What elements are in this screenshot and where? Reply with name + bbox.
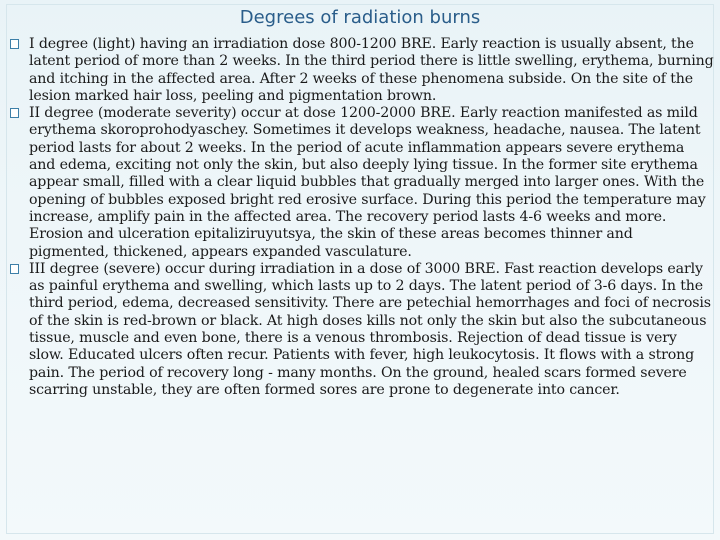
square-bullet-icon (10, 264, 19, 274)
bullet-list (6, 36, 714, 399)
square-bullet-icon (10, 39, 19, 49)
bullet-text: II degree (moderate severity) occur at dose 1200-2000 BRE. Early reaction manifested as mild erythema skoroprohodyaschey. Sometimes it develops weakness, headache, nausea. The latent period lasts for about 2 weeks. In the period of acute inflammation appears severe erythema and edema, exciting not only the skin, but also deeply lying tissue. In the former site erythema appear small, filled with a clear liquid bubbles that gradually merged into larger ones. With the opening of bubbles exposed bright red erosive surface. During this period the temperature may increase, amplify pain in the affected area. The recovery period lasts 4-6 weeks and more. Erosion and ulceration epitaliziruyutsya, the skin of these areas becomes thinner and pigmented, thickened, appears expanded vasculature. (29, 105, 706, 260)
square-bullet-icon (10, 108, 19, 118)
bullet-item-third-degree (6, 261, 714, 399)
bullet-text: III degree (severe) occur during irradiation in a dose of 3000 BRE. Fast reaction develops early as painful erythema and swelling, which lasts up to 2 days. The latent period of 3-6 days. In the third period, edema, decreased sensitivity. There are petechial hemorrhages and foci of necrosis of the skin is red-brown or black. At high doses kills not only the skin but also the subcutaneous tissue, muscle and even bone, there is a venous thrombosis. Rejection of dead tissue is very slow. Educated ulcers often recur. Patients with fever, high leukocytosis. It flows with a strong pain. The period of recovery long - many months. On the ground, healed scars formed severe scarring unstable, they are often formed sores are prone to degenerate into cancer. (29, 260, 711, 398)
bullet-item-first-degree (6, 36, 714, 105)
slide-title: Degrees of radiation burns (239, 7, 481, 28)
bullet-text: I degree (light) having an irradiation dose 800-1200 BRE. Early reaction is usually absent, the latent period of more than 2 weeks. In the third period there is little swelling, erythema, burning and itching in the affected area. After 2 weeks of these phenomena subside. On the site of the lesion marked hair loss, peeling and pigmentation brown. (29, 36, 714, 104)
bullet-item-second-degree (6, 105, 714, 261)
